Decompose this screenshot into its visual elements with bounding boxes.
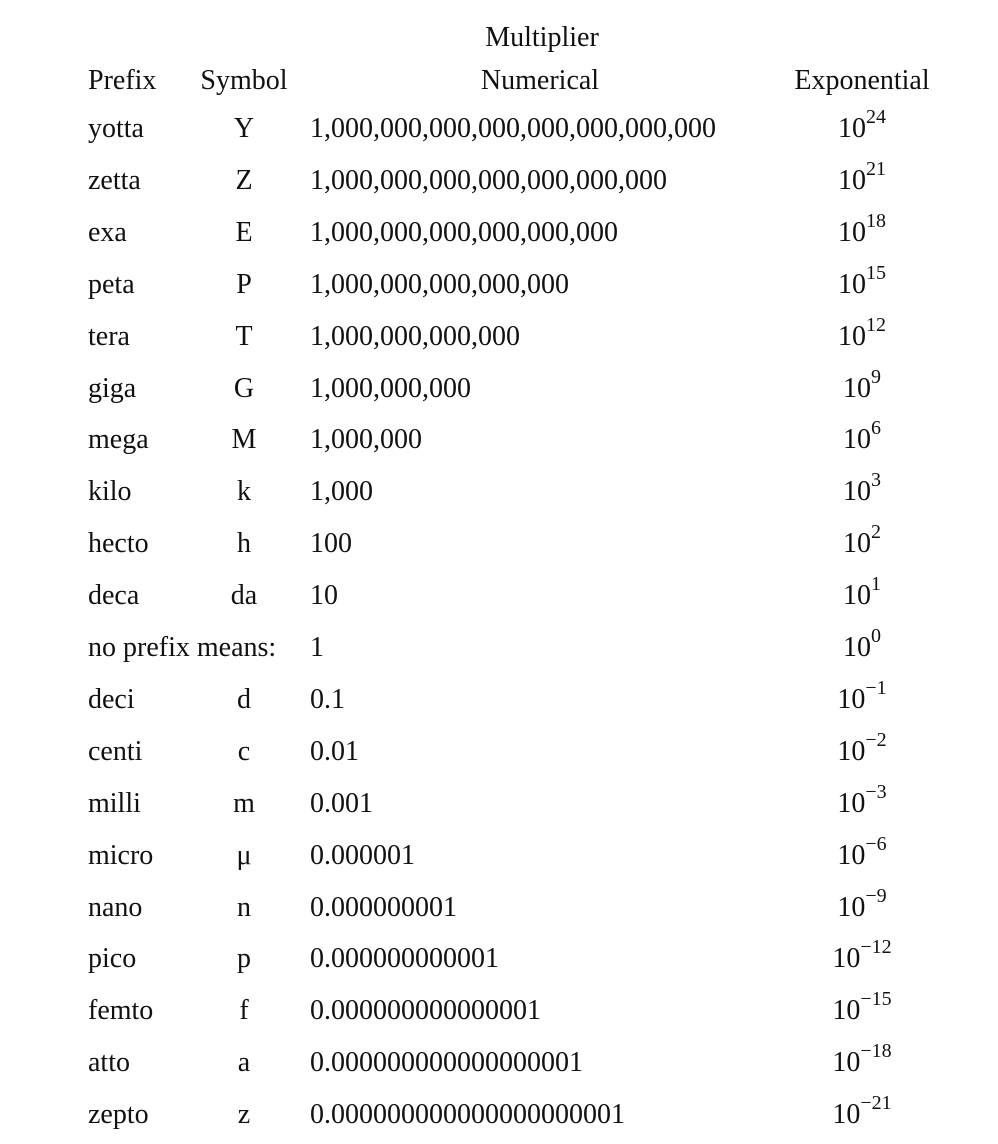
numerical-cell: 0.01 <box>310 735 359 767</box>
exponent-power: −1 <box>865 676 887 699</box>
prefix-cell: hecto <box>88 528 149 560</box>
prefix-cell: tera <box>88 320 130 352</box>
exponent-power: 24 <box>866 106 886 128</box>
table-row <box>0 261 998 319</box>
prefix-cell: milli <box>88 787 141 819</box>
numerical-cell: 1 <box>310 632 324 663</box>
table-row <box>0 1092 998 1144</box>
symbol-cell: P <box>236 268 252 300</box>
exponential-column-header: Exponential <box>794 65 930 96</box>
prefix-column-header: Prefix <box>88 65 157 96</box>
prefix-cell: no prefix means: <box>88 632 277 663</box>
numerical-cell: 0.000000000000000001 <box>310 1047 583 1079</box>
table-row <box>0 676 998 734</box>
symbol-cell: M <box>231 424 257 456</box>
exponential-cell <box>782 884 942 926</box>
exponential-cell <box>782 780 942 822</box>
exponential-cell <box>782 469 942 510</box>
exponent-power: 12 <box>866 313 886 336</box>
symbol-cell: T <box>235 320 253 352</box>
symbol-cell: E <box>235 216 253 248</box>
table-row <box>0 573 998 630</box>
exponent-power: 1 <box>871 573 881 596</box>
exponential-cell <box>782 676 942 718</box>
symbol-cell: n <box>237 891 251 923</box>
prefix-cell: giga <box>88 372 137 404</box>
exponential-cell <box>782 313 942 355</box>
exponent-base: 10 <box>832 995 861 1027</box>
numerical-cell: 1,000,000,000,000,000,000,000 <box>310 164 667 196</box>
exponential-cell <box>782 988 942 1029</box>
table-row <box>0 106 998 163</box>
exponent-power: −6 <box>865 832 887 855</box>
table-row <box>0 417 998 474</box>
exponential-cell <box>782 261 942 303</box>
exponent-base: 10 <box>832 1047 861 1079</box>
exponent-power: −15 <box>860 988 892 1011</box>
table-row <box>0 1040 998 1097</box>
table-row <box>0 780 998 838</box>
table-row <box>0 936 998 993</box>
table-row <box>0 209 998 267</box>
prefix-cell: kilo <box>88 476 132 508</box>
numerical-cell: 1,000,000,000,000,000,000 <box>310 216 618 248</box>
exponent-base: 10 <box>837 787 866 819</box>
exponent-power: −3 <box>865 780 887 803</box>
symbol-cell: k <box>237 476 251 508</box>
symbol-cell: Y <box>233 113 255 144</box>
numerical-cell: 0.000001 <box>310 839 415 871</box>
exponential-cell <box>782 521 942 562</box>
table-row <box>0 313 998 371</box>
prefix-cell: pico <box>88 943 137 975</box>
numerical-cell: 1,000 <box>310 476 373 508</box>
exponential-cell <box>782 728 942 770</box>
exponent-base: 10 <box>843 424 871 456</box>
exponent-power: −2 <box>865 728 887 751</box>
numerical-column-header: Numerical <box>480 65 600 96</box>
prefix-cell: nano <box>88 891 143 923</box>
exponent-base: 10 <box>843 580 871 612</box>
numerical-cell: 100 <box>310 528 352 560</box>
symbol-cell: c <box>237 735 251 767</box>
table-row <box>0 832 998 890</box>
prefix-cell: deci <box>88 683 135 715</box>
table-row <box>0 521 998 578</box>
exponent-base: 10 <box>838 268 866 300</box>
exponential-cell <box>782 625 942 666</box>
symbol-cell: p <box>237 943 251 975</box>
exponent-power: 21 <box>866 157 886 180</box>
exponent-power: 6 <box>871 417 881 440</box>
exponent-power: 9 <box>871 365 881 388</box>
exponent-power: −18 <box>860 1040 892 1063</box>
symbol-cell: a <box>237 1047 251 1079</box>
exponential-cell <box>782 573 942 614</box>
table-row <box>0 625 998 682</box>
numerical-cell: 0.000000000000001 <box>310 995 541 1027</box>
symbol-cell: μ <box>236 839 252 871</box>
exponential-cell <box>782 832 942 874</box>
exponent-power: 15 <box>866 261 886 284</box>
prefix-cell: zepto <box>88 1099 149 1131</box>
numerical-cell: 0.000000001 <box>310 891 457 923</box>
table-row <box>0 365 998 423</box>
symbol-column-header: Symbol <box>200 65 288 96</box>
exponent-base: 10 <box>837 735 866 767</box>
exponent-base: 10 <box>838 216 866 248</box>
exponent-base: 10 <box>832 1099 861 1131</box>
symbol-cell: Z <box>235 164 253 196</box>
exponent-base: 10 <box>837 683 866 715</box>
symbol-cell: m <box>233 787 255 819</box>
exponent-base: 10 <box>838 320 866 352</box>
exponential-cell <box>782 365 942 407</box>
exponent-base: 10 <box>843 476 871 508</box>
exponential-cell <box>782 936 942 977</box>
prefix-cell: mega <box>88 424 149 456</box>
numerical-cell: 10 <box>310 580 338 612</box>
symbol-cell: G <box>233 372 255 404</box>
exponent-base: 10 <box>832 943 861 975</box>
symbol-cell: h <box>237 528 251 560</box>
exponent-power: −21 <box>860 1092 892 1115</box>
exponent-base: 10 <box>837 891 866 923</box>
exponent-power: 2 <box>871 521 881 544</box>
numerical-cell: 1,000,000 <box>310 424 422 456</box>
table-row <box>0 884 998 942</box>
prefix-cell: deca <box>88 580 140 612</box>
exponent-base: 10 <box>838 113 866 144</box>
exponent-power: 18 <box>866 209 886 232</box>
exponential-cell <box>782 157 942 199</box>
exponent-base: 10 <box>838 164 866 196</box>
symbol-cell: f <box>239 995 249 1027</box>
numerical-cell: 1,000,000,000,000,000 <box>310 268 569 300</box>
exponent-base: 10 <box>843 632 871 663</box>
exponent-power: −12 <box>860 936 892 959</box>
exponential-cell <box>782 417 942 458</box>
exponential-cell <box>782 1040 942 1081</box>
numerical-cell: 1,000,000,000,000,000,000,000,000 <box>310 113 716 144</box>
symbol-cell: da <box>230 580 258 612</box>
numerical-cell: 1,000,000,000,000 <box>310 320 520 352</box>
numerical-cell: 1,000,000,000 <box>310 372 471 404</box>
table-row <box>0 157 998 215</box>
exponent-power: 0 <box>871 625 881 647</box>
exponent-power: −9 <box>865 884 887 907</box>
prefix-cell: yotta <box>88 113 144 144</box>
numerical-cell: 0.1 <box>310 683 345 715</box>
symbol-cell: d <box>237 683 251 715</box>
exponent-base: 10 <box>837 839 866 871</box>
multiplier-heading: Multiplier <box>485 22 599 53</box>
prefix-cell: zetta <box>88 164 141 196</box>
numerical-cell: 0.000000000000000000001 <box>310 1099 625 1131</box>
exponential-cell <box>782 1092 942 1133</box>
numerical-cell: 0.000000000001 <box>310 943 499 975</box>
table-row <box>0 469 998 526</box>
exponent-base: 10 <box>843 372 871 404</box>
exponent-base: 10 <box>843 528 871 560</box>
table-row <box>0 728 998 786</box>
prefix-cell: micro <box>88 839 154 871</box>
exponent-power: 3 <box>871 469 881 492</box>
table-row <box>0 988 998 1045</box>
prefix-cell: centi <box>88 735 143 767</box>
prefix-cell: femto <box>88 995 154 1027</box>
symbol-cell: z <box>237 1099 251 1131</box>
numerical-cell: 0.001 <box>310 787 373 819</box>
prefix-cell: exa <box>88 216 127 248</box>
exponential-cell <box>782 209 942 251</box>
prefix-cell: peta <box>88 268 135 300</box>
prefix-cell: atto <box>88 1047 130 1079</box>
exponential-cell <box>782 106 942 147</box>
